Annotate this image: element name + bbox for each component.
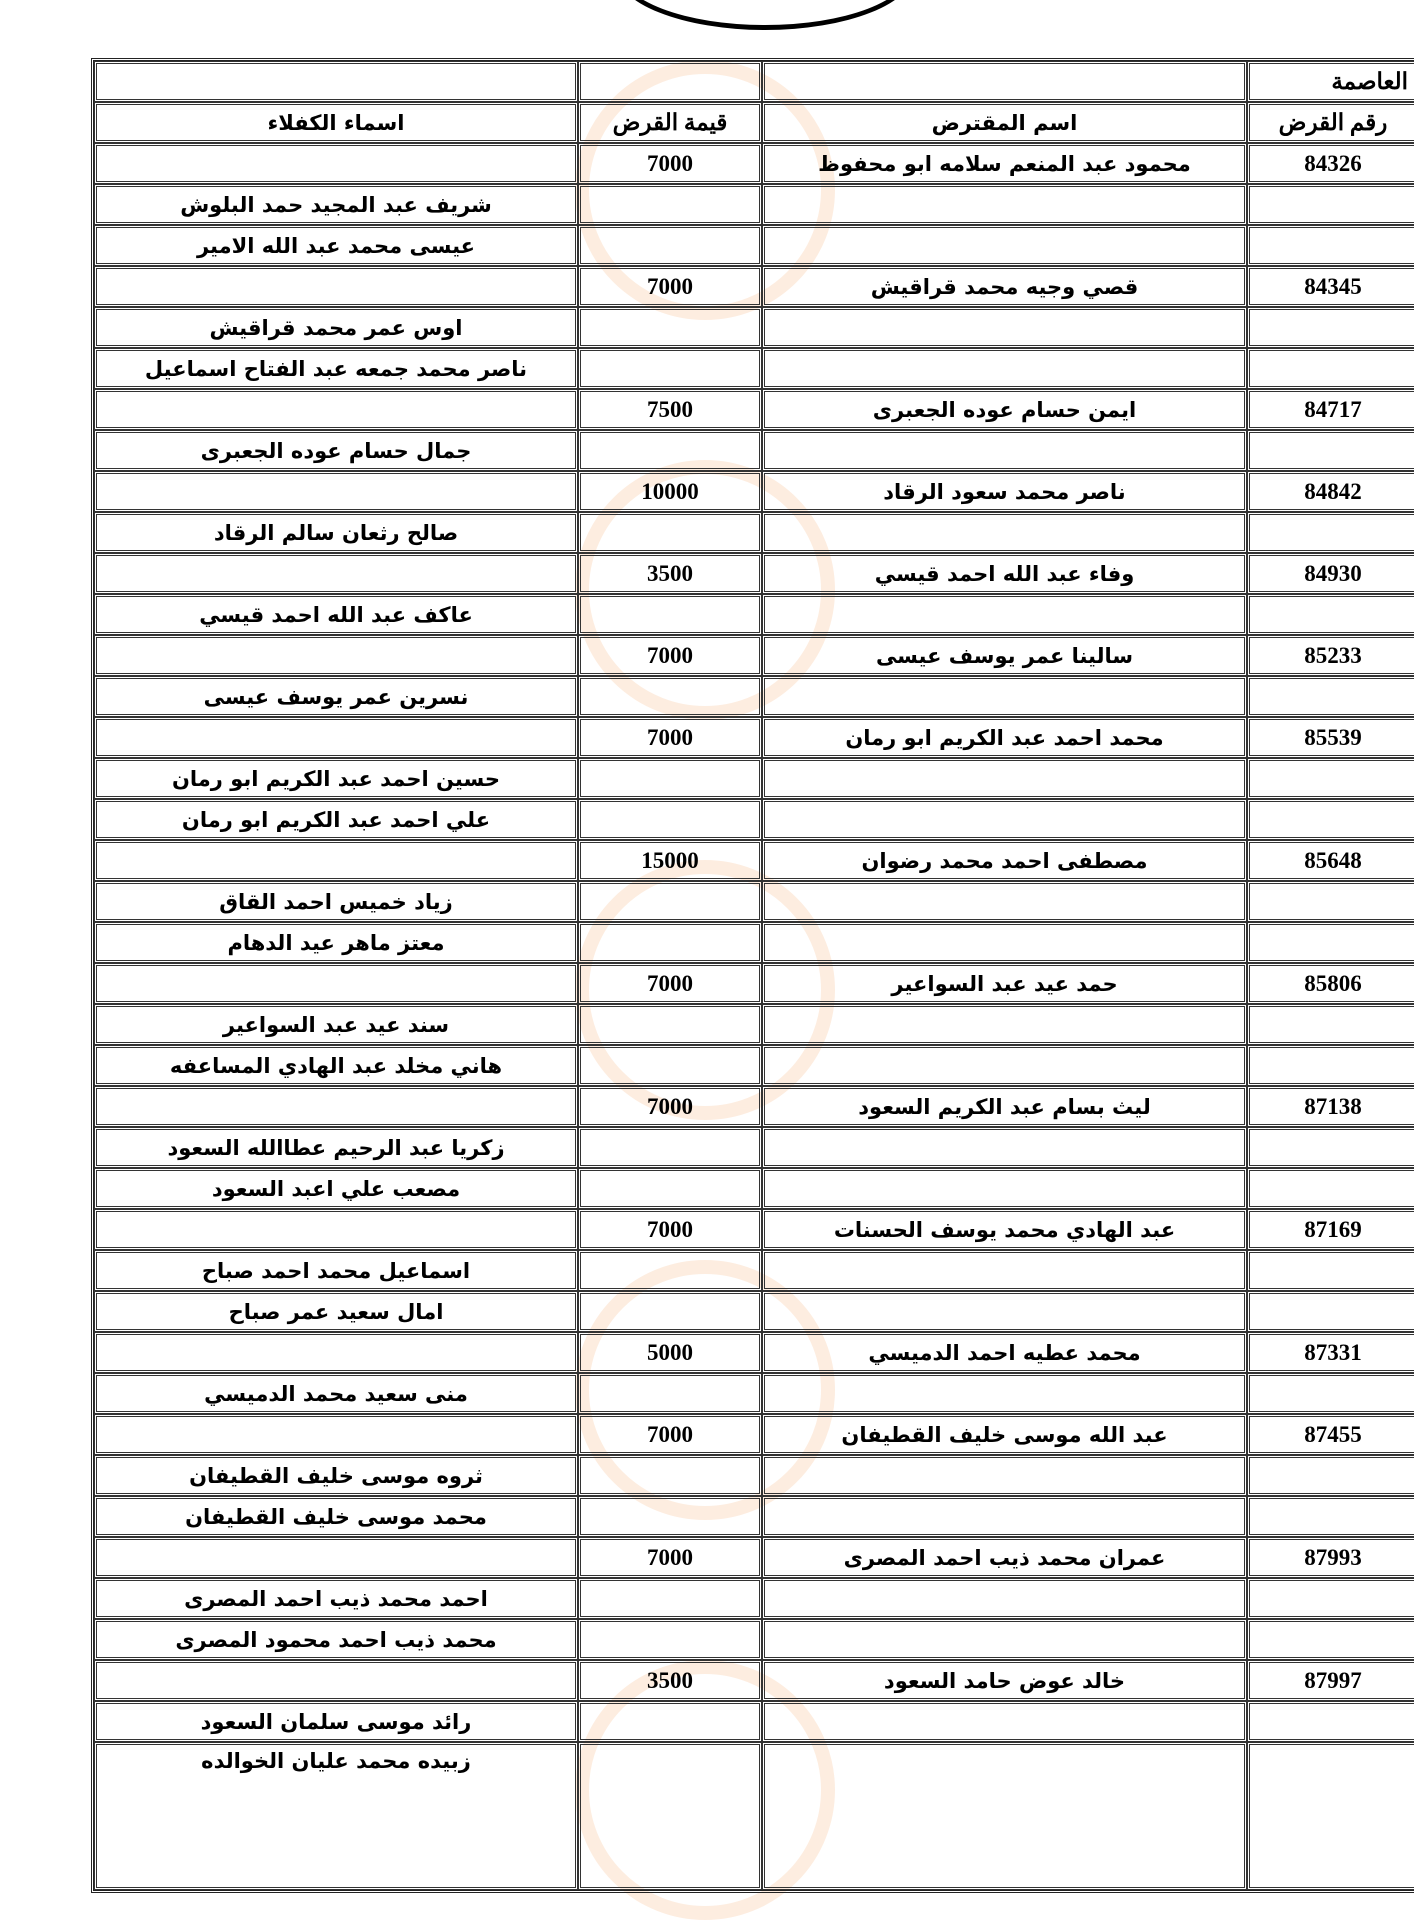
table-row — [94, 1004, 1414, 1045]
loan-number-cell — [1247, 881, 1414, 922]
loan-amount-cell: 7000 — [578, 1209, 762, 1250]
table-row — [94, 1414, 1414, 1455]
table-row — [94, 389, 1414, 430]
guarantor-name-cell — [94, 471, 578, 512]
table-row — [94, 594, 1414, 635]
loan-number-cell: 84326 — [1247, 143, 1414, 184]
guarantor-name-cell: سند عيد عبد السواعير — [94, 1004, 578, 1045]
loan-amount-cell — [578, 348, 762, 389]
table-row — [94, 963, 1414, 1004]
guarantor-name-cell — [94, 553, 578, 594]
empty-cell — [94, 61, 578, 102]
column-header-borrower: اسم المقترض — [762, 102, 1247, 143]
borrower-name-cell: حمد عيد عبد السواعير — [762, 963, 1247, 1004]
table-row — [94, 840, 1414, 881]
loan-amount-cell — [578, 225, 762, 266]
loan-number-cell — [1247, 1496, 1414, 1537]
borrower-name-cell — [762, 348, 1247, 389]
loan-amount-cell: 7000 — [578, 635, 762, 676]
guarantor-name-cell: محمد ذيب احمد محمود المصرى — [94, 1619, 578, 1660]
table-row — [94, 1660, 1414, 1701]
table-row — [94, 1496, 1414, 1537]
loan-amount-cell — [578, 1168, 762, 1209]
loan-number-cell: 87138 — [1247, 1086, 1414, 1127]
loan-amount-cell: 10000 — [578, 471, 762, 512]
borrower-name-cell — [762, 184, 1247, 225]
table-row — [94, 307, 1414, 348]
table-row — [94, 635, 1414, 676]
loan-number-cell — [1247, 307, 1414, 348]
borrower-name-cell — [762, 676, 1247, 717]
guarantor-name-cell: امال سعيد عمر صباح — [94, 1291, 578, 1332]
column-header-amount: قيمة القرض — [578, 102, 762, 143]
loan-number-cell: 87169 — [1247, 1209, 1414, 1250]
loan-amount-cell — [578, 512, 762, 553]
loan-amount-cell: 5000 — [578, 1332, 762, 1373]
loan-amount-cell — [578, 307, 762, 348]
guarantor-name-cell — [94, 1537, 578, 1578]
loan-number-cell — [1247, 512, 1414, 553]
table-row — [94, 1537, 1414, 1578]
guarantor-name-cell: ناصر محمد جمعه عبد الفتاح اسماعيل — [94, 348, 578, 389]
table-row — [94, 758, 1414, 799]
loan-amount-cell: 15000 — [578, 840, 762, 881]
guarantor-name-cell: اسماعيل محمد احمد صباح — [94, 1250, 578, 1291]
table-row — [94, 922, 1414, 963]
loan-amount-cell — [578, 1373, 762, 1414]
loan-amount-cell — [578, 1127, 762, 1168]
table-row — [94, 717, 1414, 758]
region-row — [94, 61, 1414, 102]
loan-amount-cell — [578, 1619, 762, 1660]
guarantor-name-cell — [94, 266, 578, 307]
loan-number-cell — [1247, 922, 1414, 963]
guarantor-name-cell: ثروه موسى خليف القطيفان — [94, 1455, 578, 1496]
table-row — [94, 1291, 1414, 1332]
borrower-name-cell: محمد عطيه احمد الدميسي — [762, 1332, 1247, 1373]
guarantor-name-cell: معتز ماهر عيد الدهام — [94, 922, 578, 963]
loan-number-cell — [1247, 225, 1414, 266]
borrower-name-cell — [762, 1578, 1247, 1619]
guarantor-name-cell: اوس عمر محمد قراقيش — [94, 307, 578, 348]
loan-amount-cell — [578, 1701, 762, 1742]
guarantor-name-cell: جمال حسام عوده الجعبرى — [94, 430, 578, 471]
loan-number-cell — [1247, 758, 1414, 799]
borrower-name-cell: خالد عوض حامد السعود — [762, 1660, 1247, 1701]
table-row — [94, 1250, 1414, 1291]
guarantor-name-cell: محمد موسى خليف القطيفان — [94, 1496, 578, 1537]
loan-number-cell — [1247, 1373, 1414, 1414]
loan-amount-cell — [578, 1578, 762, 1619]
loan-number-cell: 84717 — [1247, 389, 1414, 430]
loan-number-cell — [1247, 1004, 1414, 1045]
empty-cell — [762, 61, 1247, 102]
loan-number-cell: 84345 — [1247, 266, 1414, 307]
loan-amount-cell: 7000 — [578, 963, 762, 1004]
borrower-name-cell — [762, 1291, 1247, 1332]
loan-amount-cell: 7000 — [578, 1086, 762, 1127]
borrower-name-cell — [762, 1455, 1247, 1496]
loan-amount-cell — [578, 594, 762, 635]
borrower-name-cell — [762, 881, 1247, 922]
guarantor-name-cell: صالح رثعان سالم الرقاد — [94, 512, 578, 553]
guarantor-name-cell: رائد موسى سلمان السعود — [94, 1701, 578, 1742]
borrower-name-cell — [762, 922, 1247, 963]
borrower-name-cell — [762, 1742, 1247, 1890]
empty-cell — [578, 61, 762, 102]
guarantor-name-cell — [94, 717, 578, 758]
loan-amount-cell — [578, 184, 762, 225]
loan-amount-cell — [578, 1291, 762, 1332]
table-row — [94, 1332, 1414, 1373]
loan-number-cell: 87331 — [1247, 1332, 1414, 1373]
loan-amount-cell: 7000 — [578, 143, 762, 184]
guarantor-name-cell: مصعب علي اعبد السعود — [94, 1168, 578, 1209]
table-row — [94, 1209, 1414, 1250]
borrower-name-cell: ليث بسام عبد الكريم السعود — [762, 1086, 1247, 1127]
borrower-name-cell: عبد الله موسى خليف القطيفان — [762, 1414, 1247, 1455]
table-row — [94, 430, 1414, 471]
guarantor-name-cell — [94, 1332, 578, 1373]
table-row — [94, 1168, 1414, 1209]
loan-number-cell — [1247, 1742, 1414, 1890]
guarantor-name-cell — [94, 389, 578, 430]
loan-number-cell: 84930 — [1247, 553, 1414, 594]
loan-number-cell — [1247, 348, 1414, 389]
borrower-name-cell: ايمن حسام عوده الجعبرى — [762, 389, 1247, 430]
loan-number-cell: 85648 — [1247, 840, 1414, 881]
column-header-loan-number: رقم القرض — [1247, 102, 1414, 143]
loan-amount-cell — [578, 1045, 762, 1086]
loan-amount-cell — [578, 676, 762, 717]
borrower-name-cell — [762, 1004, 1247, 1045]
table-row — [94, 1086, 1414, 1127]
table-row — [94, 1619, 1414, 1660]
borrower-name-cell: محمود عبد المنعم سلامه ابو محفوظ — [762, 143, 1247, 184]
guarantor-name-cell — [94, 1414, 578, 1455]
borrower-name-cell — [762, 1045, 1247, 1086]
borrower-name-cell — [762, 307, 1247, 348]
borrower-name-cell: عمران محمد ذيب احمد المصرى — [762, 1537, 1247, 1578]
table-row — [94, 1578, 1414, 1619]
borrower-name-cell — [762, 799, 1247, 840]
loan-number-cell — [1247, 1168, 1414, 1209]
table-row — [94, 553, 1414, 594]
loan-amount-cell — [578, 1004, 762, 1045]
table-row — [94, 1373, 1414, 1414]
borrower-name-cell: محمد احمد عبد الكريم ابو رمان — [762, 717, 1247, 758]
table-row — [94, 225, 1414, 266]
loan-amount-cell — [578, 430, 762, 471]
loan-number-cell: 85539 — [1247, 717, 1414, 758]
guarantor-name-cell — [94, 1086, 578, 1127]
borrower-name-cell — [762, 1168, 1247, 1209]
borrower-name-cell — [762, 594, 1247, 635]
borrower-name-cell: قصي وجيه محمد قراقيش — [762, 266, 1247, 307]
loan-number-cell — [1247, 1127, 1414, 1168]
borrower-name-cell — [762, 1373, 1247, 1414]
borrower-name-cell — [762, 225, 1247, 266]
guarantor-name-cell — [94, 635, 578, 676]
loan-amount-cell — [578, 758, 762, 799]
loan-number-cell — [1247, 1291, 1414, 1332]
guarantor-name-cell: احمد محمد ذيب احمد المصرى — [94, 1578, 578, 1619]
guarantor-name-cell: نسرين عمر يوسف عيسى — [94, 676, 578, 717]
borrower-name-cell — [762, 512, 1247, 553]
loan-number-cell — [1247, 1045, 1414, 1086]
loan-number-cell — [1247, 184, 1414, 225]
table-row — [94, 348, 1414, 389]
guarantor-name-cell — [94, 1209, 578, 1250]
borrower-name-cell — [762, 1250, 1247, 1291]
loan-amount-cell: 3500 — [578, 1660, 762, 1701]
region-label: العاصمة — [1247, 61, 1414, 102]
guarantor-name-cell — [94, 143, 578, 184]
borrower-name-cell — [762, 1496, 1247, 1537]
table-row — [94, 1742, 1414, 1890]
loan-number-cell — [1247, 1578, 1414, 1619]
loan-number-cell — [1247, 1619, 1414, 1660]
loan-amount-cell: 3500 — [578, 553, 762, 594]
loan-amount-cell — [578, 799, 762, 840]
table-row — [94, 1701, 1414, 1742]
borrower-name-cell: مصطفى احمد محمد رضوان — [762, 840, 1247, 881]
borrower-name-cell — [762, 430, 1247, 471]
guarantor-name-cell: عاكف عبد الله احمد قيسي — [94, 594, 578, 635]
borrower-name-cell: ناصر محمد سعود الرقاد — [762, 471, 1247, 512]
loan-number-cell — [1247, 676, 1414, 717]
borrower-name-cell — [762, 1619, 1247, 1660]
guarantor-name-cell — [94, 963, 578, 1004]
loans-table — [91, 58, 1414, 1893]
guarantor-name-cell: حسين احمد عبد الكريم ابو رمان — [94, 758, 578, 799]
borrower-name-cell: عبد الهادي محمد يوسف الحسنات — [762, 1209, 1247, 1250]
loan-amount-cell: 7000 — [578, 266, 762, 307]
loan-amount-cell — [578, 1496, 762, 1537]
table-row — [94, 676, 1414, 717]
guarantor-name-cell — [94, 1660, 578, 1701]
loan-number-cell — [1247, 430, 1414, 471]
loan-number-cell: 87997 — [1247, 1660, 1414, 1701]
guarantor-name-cell: منى سعيد محمد الدميسي — [94, 1373, 578, 1414]
guarantor-name-cell: عيسى محمد عبد الله الامير — [94, 225, 578, 266]
borrower-name-cell: وفاء عبد الله احمد قيسي — [762, 553, 1247, 594]
loan-number-cell: 84842 — [1247, 471, 1414, 512]
guarantor-name-cell: زياد خميس احمد القاق — [94, 881, 578, 922]
guarantor-name-cell: هاني مخلد عبد الهادي المساعفه — [94, 1045, 578, 1086]
guarantor-name-cell: شريف عبد المجيد حمد البلوش — [94, 184, 578, 225]
loan-number-cell: 87455 — [1247, 1414, 1414, 1455]
column-header-guarantors: اسماء الكفلاء — [94, 102, 578, 143]
loan-amount-cell — [578, 1742, 762, 1890]
loan-amount-cell — [578, 922, 762, 963]
loan-amount-cell: 7000 — [578, 1414, 762, 1455]
loan-amount-cell: 7500 — [578, 389, 762, 430]
table-row — [94, 881, 1414, 922]
loan-amount-cell: 7000 — [578, 717, 762, 758]
loan-number-cell — [1247, 1455, 1414, 1496]
table-row — [94, 1455, 1414, 1496]
loan-number-cell: 87993 — [1247, 1537, 1414, 1578]
borrower-name-cell: سالينا عمر يوسف عيسى — [762, 635, 1247, 676]
borrower-name-cell — [762, 758, 1247, 799]
borrower-name-cell — [762, 1127, 1247, 1168]
header-oval-stamp — [615, 0, 915, 30]
guarantor-name-cell: زكريا عبد الرحيم عطاالله السعود — [94, 1127, 578, 1168]
loan-amount-cell: 7000 — [578, 1537, 762, 1578]
guarantor-name-cell — [94, 840, 578, 881]
loan-amount-cell — [578, 1455, 762, 1496]
table-row — [94, 266, 1414, 307]
table-row — [94, 184, 1414, 225]
table-row — [94, 1045, 1414, 1086]
loan-number-cell — [1247, 1250, 1414, 1291]
loan-number-cell — [1247, 799, 1414, 840]
table-row — [94, 471, 1414, 512]
guarantor-name-cell: علي احمد عبد الكريم ابو رمان — [94, 799, 578, 840]
table-row — [94, 512, 1414, 553]
table-row — [94, 143, 1414, 184]
loan-number-cell: 85806 — [1247, 963, 1414, 1004]
loan-amount-cell — [578, 881, 762, 922]
loan-number-cell — [1247, 594, 1414, 635]
loan-number-cell: 85233 — [1247, 635, 1414, 676]
loan-number-cell — [1247, 1701, 1414, 1742]
borrower-name-cell — [762, 1701, 1247, 1742]
column-header-row — [94, 102, 1414, 143]
table-row — [94, 1127, 1414, 1168]
guarantor-name-cell: زبيده محمد عليان الخوالده — [94, 1742, 578, 1890]
table-row — [94, 799, 1414, 840]
loan-amount-cell — [578, 1250, 762, 1291]
